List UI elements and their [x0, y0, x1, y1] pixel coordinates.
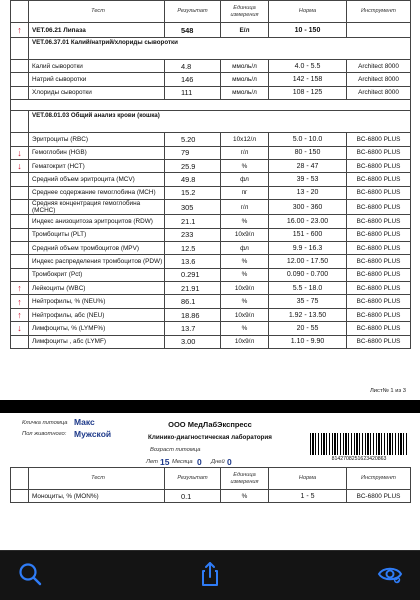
unit-value: 10x12/л: [221, 133, 269, 146]
result-value: 79: [165, 146, 221, 159]
flag-cell: [11, 111, 29, 133]
unit-value: %: [221, 322, 269, 335]
instrument-name: BC-6800 PLUS: [347, 146, 411, 159]
test-name: Моноциты, % (MON%): [29, 490, 165, 503]
test-name: Лимфоциты , абс (LYMF): [29, 335, 165, 348]
table-row: [11, 133, 411, 146]
results-table-page-2: [0, 467, 411, 503]
sex-value: Мужской: [74, 429, 112, 439]
instrument-name: BC-6800 PLUS: [347, 268, 411, 281]
flag-cell: [11, 173, 29, 186]
unit-value: ммоль/л: [221, 60, 269, 73]
instrument-name: Architect 8000: [347, 86, 411, 99]
test-name: Калий сыворотки: [29, 60, 165, 73]
instrument-name: BC-6800 PLUS: [347, 215, 411, 228]
unit-value: %: [221, 490, 269, 503]
table-row: [11, 241, 411, 254]
instrument-name: BC-6800 PLUS: [347, 490, 411, 503]
table-row: [11, 73, 411, 86]
result-value: 86.1: [165, 295, 221, 308]
flag-cell: [11, 133, 29, 146]
flag-cell: [11, 322, 29, 335]
results-body-page-2: [11, 490, 411, 503]
result-value: 21.1: [165, 215, 221, 228]
results-body: [11, 23, 411, 349]
test-name: Лейкоциты (WBC): [29, 282, 165, 295]
unit-value: %: [221, 295, 269, 308]
unit-value: 10x9/л: [221, 228, 269, 241]
unit-value: 10x9/л: [221, 335, 269, 348]
norm-range: 4.0 - 5.5: [269, 60, 347, 73]
months-label: Месяца: [172, 459, 193, 465]
arrow-down-icon: ↓: [17, 161, 22, 172]
header-unit: Единица измерения: [221, 468, 269, 490]
result-value: 5.20: [165, 133, 221, 146]
days-label: Дней: [211, 459, 225, 465]
spacer-row: [11, 100, 411, 111]
table-row: [11, 308, 411, 321]
norm-range: 108 - 125: [269, 86, 347, 99]
instrument-name: BC-6800 PLUS: [347, 335, 411, 348]
flag-cell: [11, 86, 29, 99]
norm-range: 80 - 150: [269, 146, 347, 159]
results-table: [10, 0, 411, 349]
unit-value: 10x9/л: [221, 282, 269, 295]
months-value: 0: [197, 457, 202, 467]
test-name: Натрий сыворотки: [29, 73, 165, 86]
instrument-name: BC-6800 PLUS: [347, 186, 411, 199]
table-row: [11, 86, 411, 99]
test-name: Нейтрофилы, абс (NEU): [29, 308, 165, 321]
test-name: Гематокрит (HCT): [29, 159, 165, 172]
flag-cell: [11, 38, 29, 60]
test-name: Средний объем эритроцита (MCV): [29, 173, 165, 186]
result-value: 548: [165, 23, 221, 38]
flag-cell: [11, 335, 29, 348]
years-label: Лет: [146, 459, 158, 465]
unit-value: г/л: [221, 146, 269, 159]
table-header-row: [11, 468, 411, 490]
header-instrument: Инструмент: [347, 1, 411, 23]
header-flag-cell: [11, 468, 29, 490]
norm-range: 16.00 - 23.00: [269, 215, 347, 228]
flag-cell: [11, 215, 29, 228]
unit-value: пг: [221, 186, 269, 199]
result-value: 25.9: [165, 159, 221, 172]
result-value: 3.00: [165, 335, 221, 348]
norm-range: 300 - 360: [269, 200, 347, 215]
flag-cell: [11, 255, 29, 268]
visual-lookup-icon[interactable]: [377, 561, 403, 587]
instrument-name: [347, 23, 411, 38]
norm-range: 151 - 600: [269, 228, 347, 241]
barcode-image: [310, 433, 408, 455]
flag-cell: [11, 490, 29, 503]
flag-cell: [11, 308, 29, 321]
barcode-number: 8142708251623420863: [331, 456, 387, 462]
norm-range: 13 - 20: [269, 186, 347, 199]
test-name: Хлориды сыворотки: [29, 86, 165, 99]
instrument-name: Architect 8000: [347, 73, 411, 86]
group-heading-row: [11, 111, 411, 133]
instrument-name: BC-6800 PLUS: [347, 295, 411, 308]
result-value: 0.1: [165, 490, 221, 503]
header-norm: Норма: [269, 468, 347, 490]
table-row: [11, 146, 411, 159]
flag-cell: [11, 295, 29, 308]
test-section-row: [11, 23, 411, 38]
unit-value: %: [221, 255, 269, 268]
table-row: [11, 255, 411, 268]
test-name: Среднее содержание гемоглобина (MCH): [29, 186, 165, 199]
result-value: 0.291: [165, 268, 221, 281]
table-row: [11, 215, 411, 228]
table-row: [11, 186, 411, 199]
instrument-name: BC-6800 PLUS: [347, 133, 411, 146]
header-result: Результат: [165, 468, 221, 490]
arrow-up-icon: ↑: [17, 283, 22, 294]
table-row: [11, 60, 411, 73]
flag-cell: [11, 241, 29, 254]
arrow-up-icon: ↑: [17, 25, 22, 35]
header-instrument: Инструмент: [347, 468, 411, 490]
search-icon[interactable]: [17, 561, 43, 587]
table-row: [11, 295, 411, 308]
pet-name-label: Кличка питомца: [22, 420, 68, 426]
test-name: Средний объем тромбоцитов (MPV): [29, 241, 165, 254]
test-name: Тромбоциты (PLT): [29, 228, 165, 241]
result-value: 4.8: [165, 60, 221, 73]
norm-range: 0.090 - 0.700: [269, 268, 347, 281]
table-row: [11, 490, 411, 503]
sex-label: Пол животного:: [22, 431, 67, 437]
flag-cell: [11, 282, 29, 295]
test-name: Эритроциты (RBC): [29, 133, 165, 146]
test-name: Средняя концентрация гемоглобина (MCHC): [29, 200, 165, 215]
test-name: VET.06.21 Липаза: [29, 23, 165, 38]
spacer-cell: [11, 100, 411, 111]
norm-range: 5.5 - 18.0: [269, 282, 347, 295]
flag-cell: [11, 228, 29, 241]
instrument-name: BC-6800 PLUS: [347, 228, 411, 241]
flag-cell: [11, 60, 29, 73]
arrow-down-icon: ↓: [17, 147, 22, 158]
result-value: 18.86: [165, 308, 221, 321]
unit-value: ммоль/л: [221, 86, 269, 99]
arrow-up-icon: ↑: [17, 310, 22, 321]
header-result: Результат: [165, 1, 221, 23]
unit-value: %: [221, 159, 269, 172]
unit-value: Е/л: [221, 23, 269, 38]
instrument-name: BC-6800 PLUS: [347, 308, 411, 321]
pet-name-value: Макс: [74, 417, 95, 427]
test-name: Индекс распределения тромбоцитов (PDW): [29, 255, 165, 268]
unit-value: фл: [221, 173, 269, 186]
table-row: [11, 282, 411, 295]
flag-cell: [11, 146, 29, 159]
unit-value: г/л: [221, 200, 269, 215]
norm-range: 12.00 - 17.50: [269, 255, 347, 268]
sheet-number: Лист№ 1 из 3: [370, 388, 406, 394]
result-value: 15.2: [165, 186, 221, 199]
page-gap: [0, 400, 420, 413]
age-label: Возраст питомца: [150, 447, 201, 453]
flag-cell: [11, 23, 29, 38]
header-test: Тест: [29, 1, 165, 23]
table-header-row: [11, 1, 411, 23]
share-icon[interactable]: [197, 561, 223, 587]
flag-cell: [11, 159, 29, 172]
result-value: 305: [165, 200, 221, 215]
table-row: [11, 335, 411, 348]
days-value: 0: [227, 457, 232, 467]
norm-range: 5.0 - 10.0: [269, 133, 347, 146]
result-value: 111: [165, 86, 221, 99]
norm-range: 1 - 5: [269, 490, 347, 503]
norm-range: 1.10 - 9.90: [269, 335, 347, 348]
test-name: Индекс анизоцитоза эритроцитов (RDW): [29, 215, 165, 228]
norm-range: 10 - 150: [269, 23, 347, 38]
flag-cell: [11, 200, 29, 215]
table-row: [11, 228, 411, 241]
arrow-up-icon: ↑: [17, 296, 22, 307]
instrument-name: BC-6800 PLUS: [347, 282, 411, 295]
group-title: VET.06.37.01 Калий/натрий/хлориды сыворотки: [29, 38, 411, 60]
result-value: 49.8: [165, 173, 221, 186]
test-name: Тромбокрит (Pct): [29, 268, 165, 281]
result-value: 233: [165, 228, 221, 241]
norm-range: 142 - 158: [269, 73, 347, 86]
result-value: 13.6: [165, 255, 221, 268]
table-row: [11, 173, 411, 186]
test-name: Лимфоциты, % (LYMF%): [29, 322, 165, 335]
norm-range: 20 - 55: [269, 322, 347, 335]
unit-value: %: [221, 215, 269, 228]
result-value: 21.91: [165, 282, 221, 295]
header-test: Тест: [29, 468, 165, 490]
unit-value: 10x9/л: [221, 308, 269, 321]
group-heading-row: [11, 38, 411, 60]
test-name: Гемоглобин (HGB): [29, 146, 165, 159]
bottom-toolbar: [0, 550, 420, 600]
table-row: [11, 268, 411, 281]
norm-range: 9.9 - 16.3: [269, 241, 347, 254]
flag-cell: [11, 268, 29, 281]
flag-cell: [11, 186, 29, 199]
unit-value: ммоль/л: [221, 73, 269, 86]
instrument-name: BC-6800 PLUS: [347, 255, 411, 268]
flag-cell: [11, 73, 29, 86]
header-norm: Норма: [269, 1, 347, 23]
table-row: [11, 322, 411, 335]
table-row: [11, 159, 411, 172]
instrument-name: BC-6800 PLUS: [347, 159, 411, 172]
result-value: 12.5: [165, 241, 221, 254]
group-title: VET.08.01.03 Общий анализ крови (кошка): [29, 111, 411, 133]
years-value: 15: [160, 457, 170, 467]
lab-subtitle: Клинико-диагностическая лаборатория: [148, 434, 272, 441]
header-unit: Единица измерения: [221, 1, 269, 23]
instrument-name: BC-6800 PLUS: [347, 173, 411, 186]
lab-name: ООО МедЛабЭкспресс: [168, 420, 252, 429]
arrow-down-icon: ↓: [17, 323, 22, 334]
instrument-name: Architect 8000: [347, 60, 411, 73]
instrument-name: BC-6800 PLUS: [347, 322, 411, 335]
norm-range: 1.92 - 13.50: [269, 308, 347, 321]
table-row: [11, 200, 411, 215]
norm-range: 28 - 47: [269, 159, 347, 172]
unit-value: фл: [221, 241, 269, 254]
instrument-name: BC-6800 PLUS: [347, 200, 411, 215]
instrument-name: BC-6800 PLUS: [347, 241, 411, 254]
norm-range: 39 - 53: [269, 173, 347, 186]
header-flag-cell: [11, 1, 29, 23]
result-value: 146: [165, 73, 221, 86]
result-value: 13.7: [165, 322, 221, 335]
test-name: Нейтрофилы, % (NEU%): [29, 295, 165, 308]
unit-value: %: [221, 268, 269, 281]
norm-range: 35 - 75: [269, 295, 347, 308]
report-page-2: [0, 413, 420, 550]
